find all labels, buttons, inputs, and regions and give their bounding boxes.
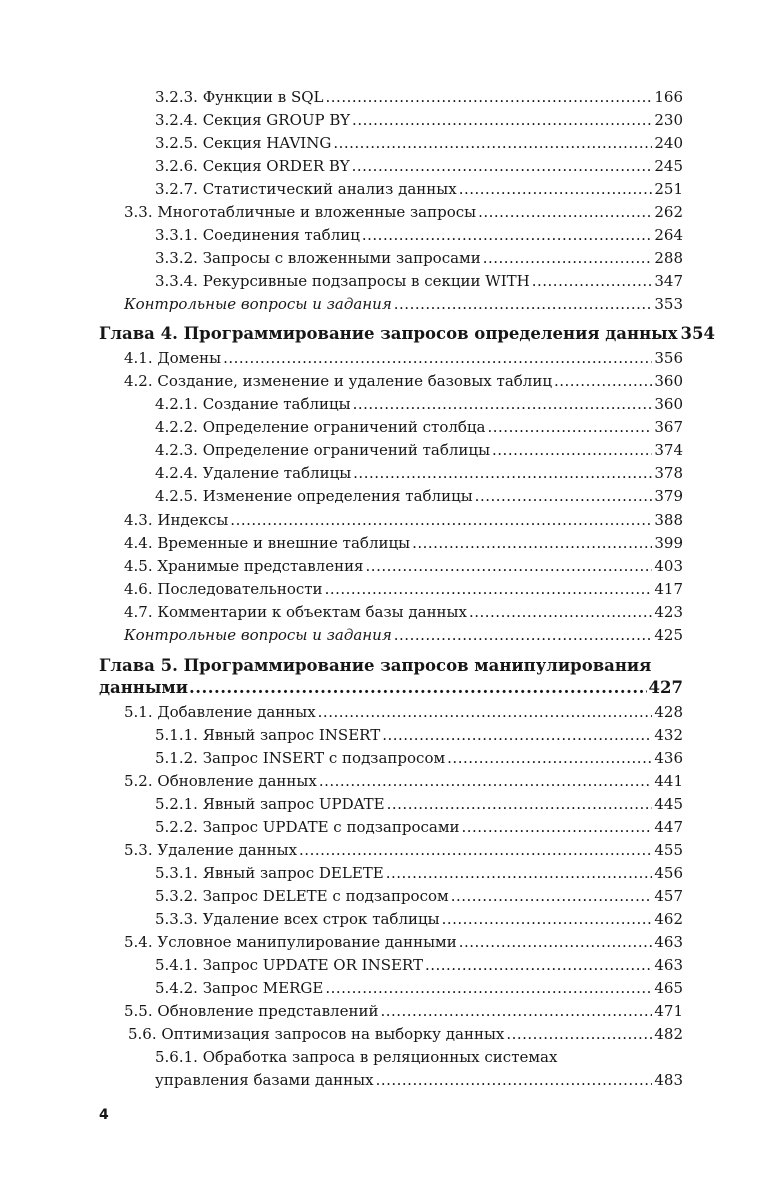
toc-entry-page: 441 — [654, 772, 683, 790]
toc-entry-page: 447 — [654, 818, 683, 836]
dot-leader — [386, 862, 653, 884]
dot-leader — [366, 555, 653, 577]
dot-leader — [318, 701, 653, 723]
dot-leader — [326, 86, 653, 108]
toc-entry — [0, 747, 683, 769]
dot-leader — [554, 370, 652, 392]
toc-entry-page: 455 — [654, 841, 683, 859]
dot-leader — [223, 347, 652, 369]
toc-entry-title: 4.2. Создание, изменение и удаление базовых таблиц — [124, 372, 552, 390]
toc-entry-page: 367 — [654, 418, 683, 436]
dot-leader — [333, 132, 652, 154]
toc-entry-page: 230 — [654, 111, 683, 129]
toc-entry-title: Глава 4. Программирование запросов определения данных — [99, 324, 678, 343]
toc-entry-page: 262 — [654, 203, 683, 221]
toc-entry-page: 463 — [654, 956, 683, 974]
toc-entry — [0, 977, 683, 999]
toc-entry — [0, 224, 683, 246]
toc-entry — [0, 132, 683, 154]
toc-entry-page: 482 — [654, 1025, 683, 1043]
dot-leader — [442, 908, 653, 930]
toc-entry — [0, 462, 683, 484]
toc-entry — [0, 155, 683, 177]
dot-leader — [380, 1000, 652, 1022]
dot-leader — [425, 954, 652, 976]
toc-entry-page: 360 — [654, 372, 683, 390]
toc-entry-title: 4.2.1. Создание таблицы — [155, 395, 351, 413]
dot-leader — [394, 624, 653, 646]
page-number: 4 — [99, 1107, 109, 1123]
toc-entry-title: 4.6. Последовательности — [124, 580, 323, 598]
toc-entry-title: Контрольные вопросы и задания — [124, 626, 392, 644]
toc-entry-page: 347 — [654, 272, 683, 290]
dot-leader — [189, 677, 647, 699]
toc-entry — [0, 816, 683, 838]
toc-entry-title: 5.5. Обновление представлений — [124, 1002, 379, 1020]
toc-entry-page: 463 — [654, 933, 683, 951]
dot-leader — [387, 793, 653, 815]
toc-entry-page: 445 — [654, 795, 683, 813]
dot-leader — [469, 601, 652, 623]
toc-entry-title: 3.2.4. Секция GROUP BY — [155, 111, 351, 129]
toc-entry-page: 427 — [648, 678, 683, 697]
toc-entry-page: 428 — [654, 703, 683, 721]
dot-leader — [447, 747, 652, 769]
toc-entry-title: 5.2.1. Явный запрос UPDATE — [155, 795, 385, 813]
dot-leader — [319, 770, 653, 792]
dot-leader — [325, 578, 653, 600]
toc-entry-page: 378 — [654, 464, 683, 482]
toc-entry-page: 456 — [654, 864, 683, 882]
toc-entry — [0, 178, 683, 200]
dot-leader — [299, 839, 652, 861]
toc-entry-title: 5.2. Обновление данных — [124, 772, 317, 790]
toc-entry-page: 388 — [654, 511, 683, 529]
toc-entry — [0, 509, 683, 531]
dot-leader — [461, 816, 652, 838]
toc-entry-title: Контрольные вопросы и задания — [124, 295, 392, 313]
dot-leader — [353, 462, 652, 484]
dot-leader — [362, 224, 652, 246]
toc-entry-page: 264 — [654, 226, 683, 244]
toc-entry — [0, 370, 683, 392]
toc-entry-title: 5.3. Удаление данных — [124, 841, 298, 859]
toc-entry-page: 432 — [654, 726, 683, 744]
toc-entry — [0, 954, 683, 976]
toc-entry — [0, 247, 683, 269]
toc-entry — [0, 555, 683, 577]
toc-entry-page: 356 — [654, 349, 683, 367]
dot-leader — [353, 393, 653, 415]
toc-entry-page: 399 — [654, 534, 683, 552]
toc-entry — [0, 908, 683, 930]
toc-entry — [0, 201, 683, 223]
toc-entry — [0, 439, 683, 461]
toc-entry — [0, 793, 683, 815]
toc-entry-title: 5.4. Условное манипулирование данными — [124, 933, 457, 951]
toc-entry — [0, 393, 683, 415]
toc-entry — [0, 601, 683, 623]
toc-entry-title: 3.3.4. Рекурсивные подзапросы в секции WITH — [155, 272, 530, 290]
toc-entry-page: 245 — [654, 157, 683, 175]
dot-leader — [506, 1023, 652, 1045]
toc-entry-title: 3.2.5. Секция HAVING — [155, 134, 332, 152]
toc-entry-title: 4.2.2. Определение ограничений столбца — [155, 418, 486, 436]
dot-leader — [412, 532, 652, 554]
toc-entry-title: 3.3.1. Соединения таблиц — [155, 226, 360, 244]
toc-entry-title: управления базами данных — [155, 1071, 374, 1089]
toc-entry — [0, 578, 683, 600]
toc-entry-title: 4.2.3. Определение ограничений таблицы — [155, 441, 491, 459]
dot-leader — [230, 509, 652, 531]
dot-leader — [325, 977, 652, 999]
toc-entry — [0, 770, 683, 792]
toc-entry — [0, 724, 683, 746]
toc-chapter-heading — [0, 677, 683, 699]
toc-entry — [0, 485, 683, 507]
toc-entry-title: 5.1.1. Явный запрос INSERT — [155, 726, 381, 744]
toc-entry-title: 5.4.2. Запрос MERGE — [155, 979, 324, 997]
toc-entry-line: 5.6.1. Обработка запроса в реляционных системах — [155, 1048, 558, 1066]
toc-entry-title: 4.2.4. Удаление таблицы — [155, 464, 352, 482]
toc-entry — [0, 1000, 683, 1022]
toc-entry — [0, 885, 683, 907]
toc-entry — [0, 347, 683, 369]
dot-leader — [352, 155, 653, 177]
toc-entry-title: 4.3. Индексы — [124, 511, 229, 529]
toc-entry-title: 5.3.1. Явный запрос DELETE — [155, 864, 384, 882]
toc-entry-questions — [0, 293, 683, 315]
toc-entry — [0, 839, 683, 861]
toc-entry-title: 5.1.2. Запрос INSERT с подзапросом — [155, 749, 446, 767]
dot-leader — [492, 439, 652, 461]
dot-leader — [478, 201, 652, 223]
dot-leader — [488, 416, 653, 438]
toc-entry-page: 251 — [654, 180, 683, 198]
toc-entry-page: 423 — [654, 603, 683, 621]
toc-entry-page: 360 — [654, 395, 683, 413]
toc-entry-title: 5.2.2. Запрос UPDATE с подзапросами — [155, 818, 460, 836]
toc-entry-page: 354 — [680, 324, 715, 343]
toc-entry-title: 4.5. Хранимые представления — [124, 557, 364, 575]
toc-entry-page: 457 — [654, 887, 683, 905]
toc-entry-title: данными — [99, 678, 188, 697]
dot-leader — [394, 293, 653, 315]
toc-entry-title: 3.2.7. Статистический анализ данных — [155, 180, 457, 198]
toc-entry-page: 353 — [654, 295, 683, 313]
dot-leader — [459, 178, 653, 200]
toc-entry-page: 288 — [654, 249, 683, 267]
toc-entry-title: 5.1. Добавление данных — [124, 703, 316, 721]
toc-entry-title: 5.4.1. Запрос UPDATE OR INSERT — [155, 956, 423, 974]
dot-leader — [459, 931, 653, 953]
dot-leader — [376, 1069, 653, 1091]
toc-entry — [0, 109, 683, 131]
dot-leader — [532, 270, 653, 292]
toc-chapter-heading-line: Глава 5. Программирование запросов манипулирования — [99, 656, 652, 675]
toc-entry-title: 4.4. Временные и внешние таблицы — [124, 534, 411, 552]
toc-entry-page: 240 — [654, 134, 683, 152]
dot-leader — [483, 247, 653, 269]
toc-chapter-heading — [0, 323, 715, 345]
toc-entry-title: 3.3.2. Запросы с вложенными запросами — [155, 249, 481, 267]
toc-entry — [0, 1023, 683, 1045]
toc-entry-title: 5.3.3. Удаление всех строк таблицы — [155, 910, 440, 928]
toc-entry — [0, 86, 683, 108]
toc-entry-title: 4.2.5. Изменение определения таблицы — [155, 487, 473, 505]
toc-entry-page: 379 — [654, 487, 683, 505]
toc-entry-page: 471 — [654, 1002, 683, 1020]
toc-entry-title: 3.2.6. Секция ORDER BY — [155, 157, 350, 175]
toc-entry-page: 403 — [654, 557, 683, 575]
toc-entry-title: 3.2.3. Функции в SQL — [155, 88, 324, 106]
toc-entry-questions — [0, 624, 683, 646]
toc-entry-title: 3.3. Многотабличные и вложенные запросы — [124, 203, 477, 221]
toc-entry-title: 4.7. Комментарии к объектам базы данных — [124, 603, 467, 621]
toc-entry-title: 5.3.2. Запрос DELETE с подзапросом — [155, 887, 449, 905]
toc-entry — [0, 931, 683, 953]
toc-entry-page: 374 — [654, 441, 683, 459]
toc-entry-page: 417 — [654, 580, 683, 598]
toc-entry-page: 436 — [654, 749, 683, 767]
toc-entry — [0, 416, 683, 438]
toc-entry-page: 425 — [654, 626, 683, 644]
toc-entry-page: 166 — [654, 88, 683, 106]
toc-entry — [0, 701, 683, 723]
toc-entry — [0, 532, 683, 554]
dot-leader — [475, 485, 653, 507]
toc-entry-page: 465 — [654, 979, 683, 997]
dot-leader — [451, 885, 653, 907]
toc-entry — [0, 862, 683, 884]
dot-leader — [382, 724, 652, 746]
toc-entry-title: 4.1. Домены — [124, 349, 222, 367]
toc-entry — [0, 270, 683, 292]
toc-entry-page: 483 — [654, 1071, 683, 1089]
dot-leader — [352, 109, 652, 131]
toc-entry-title: 5.6. Оптимизация запросов на выборку данных — [128, 1025, 505, 1043]
toc-entry-page: 462 — [654, 910, 683, 928]
toc-entry — [0, 1069, 683, 1091]
